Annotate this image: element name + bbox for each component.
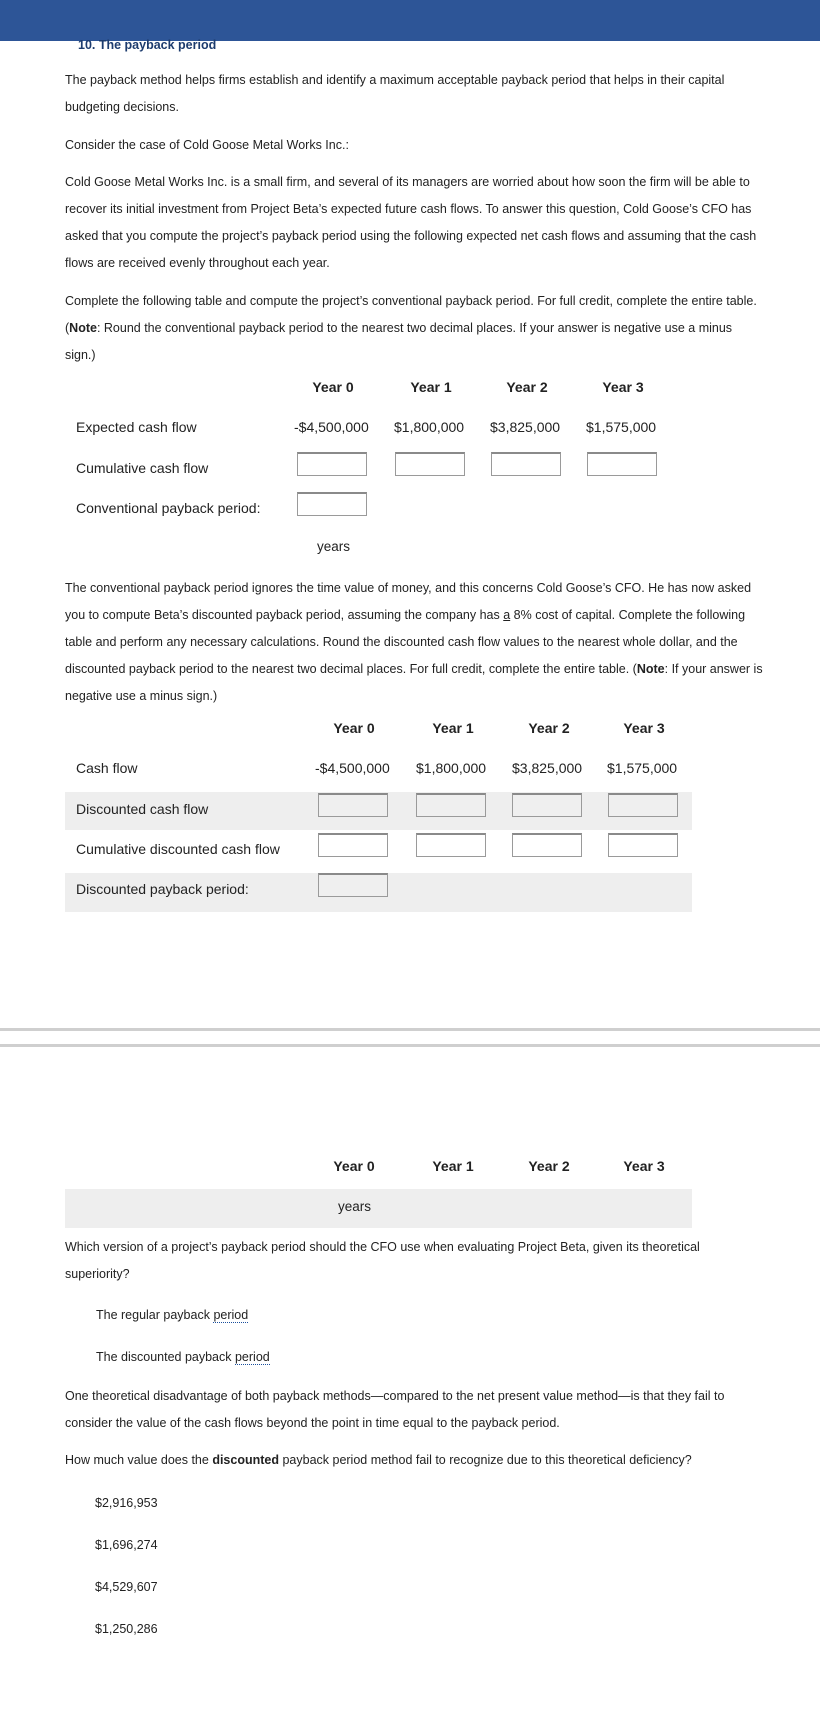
value-option-4[interactable]: $1,250,286 — [95, 1622, 158, 1636]
t2-header-year2: Year 2 — [528, 720, 570, 736]
discounted-cash-flow-label: Discounted cash flow — [76, 801, 209, 817]
t3-header-year3: Year 3 — [623, 1158, 665, 1174]
t1-expected-year1: $1,800,000 — [394, 419, 465, 435]
option-discounted-payback[interactable]: The discounted payback period — [96, 1350, 270, 1364]
t1-header-year0: Year 0 — [312, 379, 354, 395]
question-value: How much value does the discounted payback period method fail to recognize due to this theoretical deficiency? — [65, 1453, 692, 1467]
question-title: 10. The payback period — [78, 38, 217, 52]
discounted-payback-unit: years — [338, 1199, 372, 1214]
discounted-year0-input[interactable] — [318, 793, 388, 817]
cumulative-discounted-year1-input[interactable] — [416, 833, 486, 857]
cumulative-year3-input[interactable] — [587, 452, 657, 476]
question-version: Which version of a project’s payback period should the CFO use when evaluating Project Beta, given its theoretical superiority? — [65, 1240, 700, 1281]
cash-flow-label: Cash flow — [76, 760, 138, 776]
case-description: Cold Goose Metal Works Inc. is a small firm, and several of its managers are worried about how soon the firm will be able to recover its initial investment from Project Beta’s expected future cash flows. To answer this question, Cold Goose’s CFO has asked that you compute the project’s payback period using the following expected net cash flows and assuming that the cash flows are received evenly throughout each year. — [65, 175, 757, 270]
cumulative-discounted-year3-input[interactable] — [608, 833, 678, 857]
table1-instructions: Complete the following table and compute the project’s conventional payback period. For full credit, complete the entire table. (Note: Round the conventional payback period to the nearest two decimal places. If your answer is negative use a minus sign.) — [65, 294, 757, 362]
t2-cash-year2: $3,825,000 — [512, 760, 583, 776]
cumulative-discounted-year2-input[interactable] — [512, 833, 582, 857]
conventional-payback-unit: years — [317, 539, 351, 554]
t1-expected-year3: $1,575,000 — [586, 419, 657, 435]
discounted-payback-input[interactable] — [318, 873, 388, 897]
t3-header-year0: Year 0 — [333, 1158, 375, 1174]
conventional-payback-label: Conventional payback period: — [76, 500, 261, 516]
value-option-2[interactable]: $1,696,274 — [95, 1538, 158, 1552]
discounted-year3-input[interactable] — [608, 793, 678, 817]
cumulative-discounted-year0-input[interactable] — [318, 833, 388, 857]
t3-header-year2: Year 2 — [528, 1158, 570, 1174]
cumulative-cash-flow-label: Cumulative cash flow — [76, 460, 209, 476]
t1-expected-year2: $3,825,000 — [490, 419, 561, 435]
t2-cash-year0: -$4,500,000 — [315, 760, 390, 776]
case-intro: Consider the case of Cold Goose Metal Works Inc.: — [65, 138, 349, 152]
discounted-instructions: The conventional payback period ignores the time value of money, and this concerns Cold Goose’s CFO. He has now asked you to compute Beta’s discounted payback period, assuming the company has a 8% cost of capital. Complete the following table and perform any necessary calculations. Round the discounted cash flow values to the nearest whole dollar, and the discounted payback period to the nearest two decimal places. For full credit, complete the entire table. (Note: If your answer is negative use a minus sign.) — [65, 581, 763, 703]
cumulative-year1-input[interactable] — [395, 452, 465, 476]
top-bar — [0, 0, 820, 41]
cumulative-year0-input[interactable] — [297, 452, 367, 476]
conventional-payback-input[interactable] — [297, 492, 367, 516]
t2-header-year3: Year 3 — [623, 720, 665, 736]
t3-header-year1: Year 1 — [432, 1158, 474, 1174]
t2-header-year1: Year 1 — [432, 720, 474, 736]
t2-header-year0: Year 0 — [333, 720, 375, 736]
discounted-payback-label: Discounted payback period: — [76, 881, 249, 897]
t2-cash-year1: $1,800,000 — [416, 760, 487, 776]
t1-header-year3: Year 3 — [602, 379, 644, 395]
section-separator-bottom — [0, 1044, 820, 1047]
t1-header-year2: Year 2 — [506, 379, 548, 395]
t1-expected-year0: -$4,500,000 — [294, 419, 369, 435]
option-regular-payback[interactable]: The regular payback period — [96, 1308, 249, 1322]
disadvantage-paragraph: One theoretical disadvantage of both payback methods—compared to the net present value method—is that they fail to consider the value of the cash flows beyond the point in time equal to the payback period. — [65, 1389, 725, 1430]
value-option-3[interactable]: $4,529,607 — [95, 1580, 158, 1594]
intro-paragraph: The payback method helps firms establish and identify a maximum acceptable payback period that helps in their capital budgeting decisions. — [65, 73, 725, 114]
expected-cash-flow-label: Expected cash flow — [76, 419, 197, 435]
value-option-1[interactable]: $2,916,953 — [95, 1496, 158, 1510]
years-row-band — [65, 1189, 692, 1228]
cumulative-year2-input[interactable] — [491, 452, 561, 476]
t1-header-year1: Year 1 — [410, 379, 452, 395]
t2-cash-year3: $1,575,000 — [607, 760, 678, 776]
section-separator-top — [0, 1028, 820, 1031]
discounted-year2-input[interactable] — [512, 793, 582, 817]
cumulative-discounted-label: Cumulative discounted cash flow — [76, 841, 280, 857]
discounted-year1-input[interactable] — [416, 793, 486, 817]
